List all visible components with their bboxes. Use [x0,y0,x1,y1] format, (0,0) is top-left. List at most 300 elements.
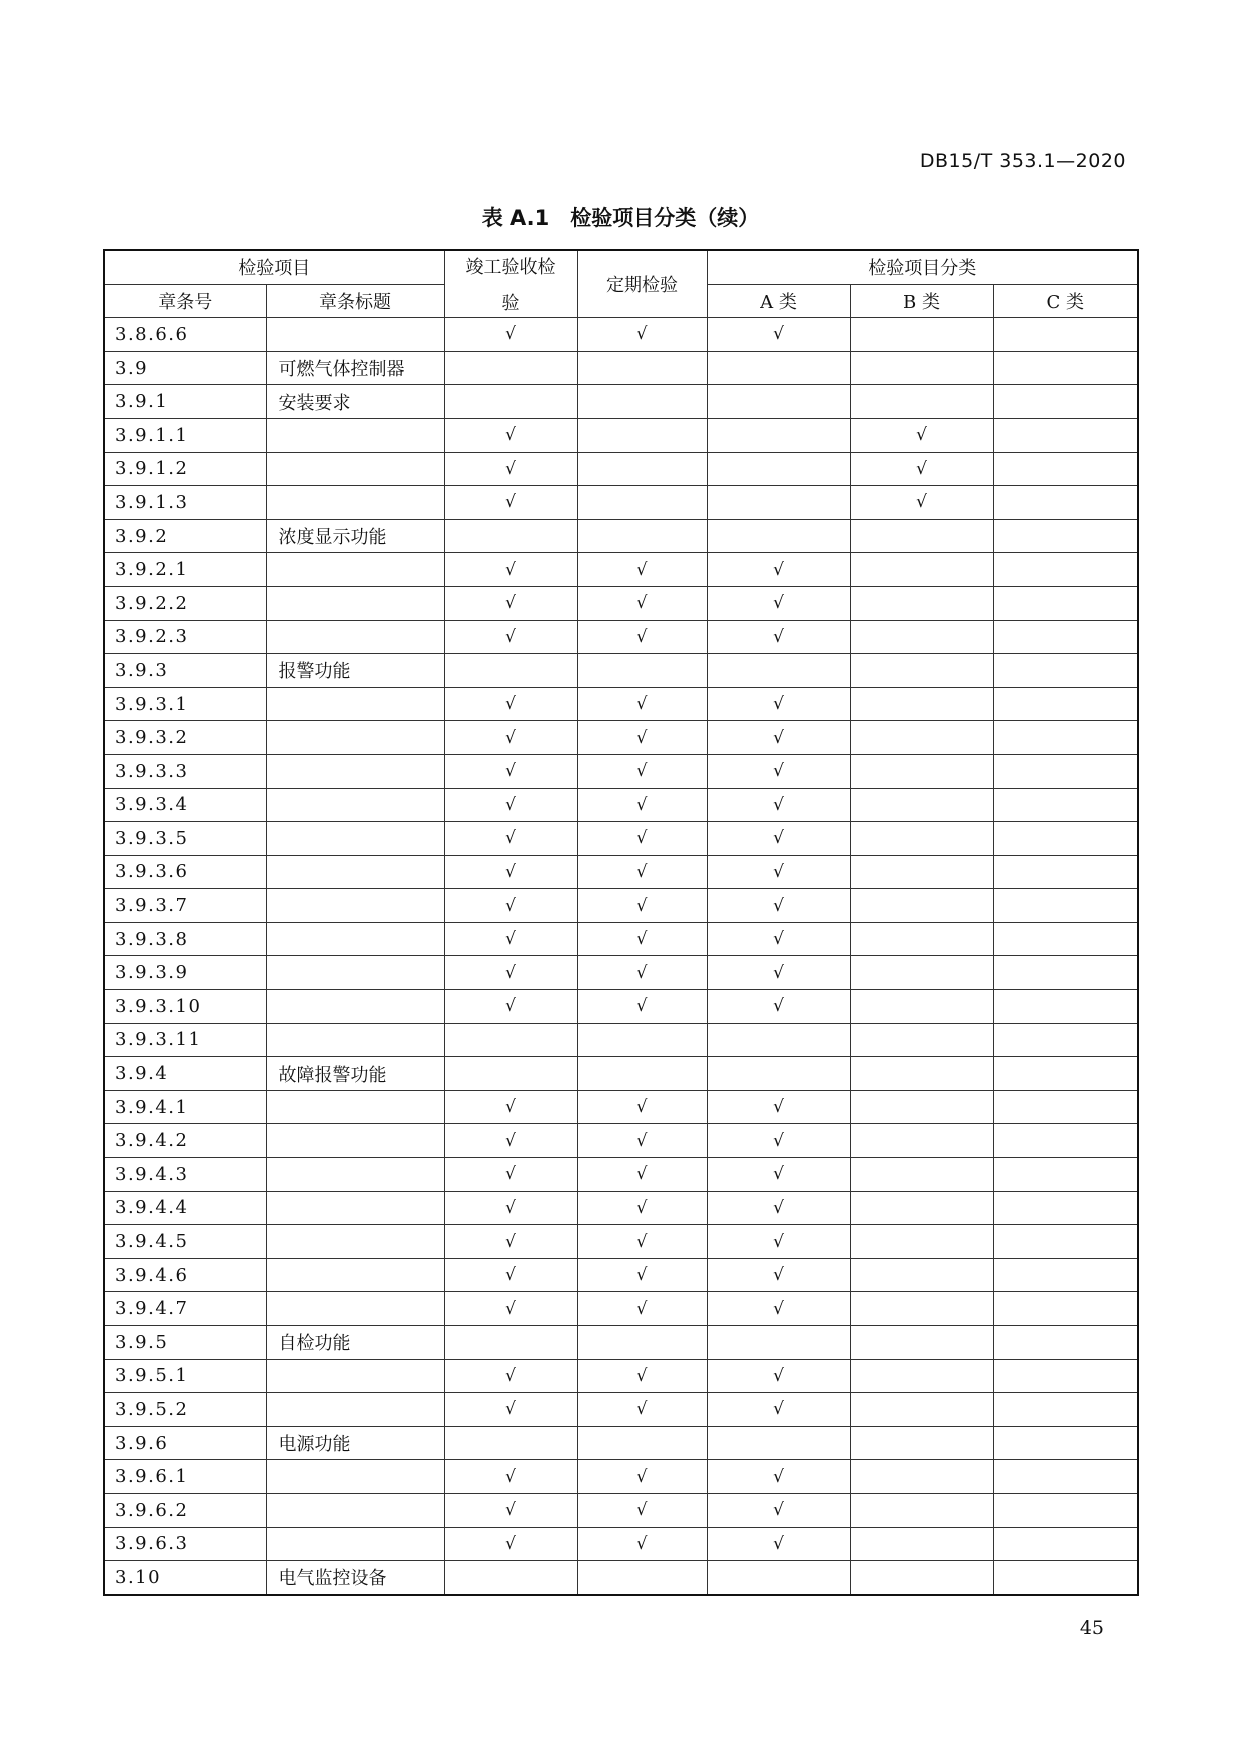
class-b-mark [850,788,993,822]
table-caption: 表 A.1 检验项目分类（续） [481,206,760,230]
class-a-mark: √ [707,1493,850,1527]
section-number: 3.9.1.1 [104,418,266,452]
class-a-mark: √ [707,990,850,1024]
section-title [266,452,444,486]
completion-mark [444,1023,577,1057]
completion-mark: √ [444,1258,577,1292]
class-c-mark [993,788,1138,822]
class-b-mark [850,1023,993,1057]
section-number: 3.9.3.5 [104,822,266,856]
section-number: 3.9.4 [104,1057,266,1091]
section-number: 3.9.3.4 [104,788,266,822]
section-title: 故障报警功能 [266,1057,444,1091]
section-number: 3.9.3.7 [104,889,266,923]
class-b-mark [850,351,993,385]
class-c-mark [993,1225,1138,1259]
class-b-mark [850,822,993,856]
class-c-mark [993,1023,1138,1057]
section-number: 3.9.1 [104,385,266,419]
class-c-mark [993,553,1138,587]
class-c-mark [993,1359,1138,1393]
completion-mark: √ [444,1527,577,1561]
class-a-mark: √ [707,1124,850,1158]
class-c-mark [993,1158,1138,1192]
table-row [104,1527,1138,1561]
class-b-mark [850,1191,993,1225]
periodic-mark [577,486,707,520]
table-row [104,586,1138,620]
completion-mark: √ [444,1191,577,1225]
section-title [266,1460,444,1494]
class-a-mark [707,519,850,553]
section-number: 3.9.4.4 [104,1191,266,1225]
table-row [104,754,1138,788]
section-title [266,754,444,788]
completion-mark: √ [444,486,577,520]
class-b-mark [850,855,993,889]
completion-mark: √ [444,1124,577,1158]
table-row [104,1326,1138,1360]
class-c-mark [993,822,1138,856]
class-c-mark [993,990,1138,1024]
table-row [104,553,1138,587]
completion-mark: √ [444,620,577,654]
class-a-mark [707,1326,850,1360]
class-b-mark [850,1158,993,1192]
section-title [266,1191,444,1225]
class-c-mark [993,452,1138,486]
section-number: 3.9.6 [104,1426,266,1460]
class-b-mark [850,1527,993,1561]
class-a-mark: √ [707,1090,850,1124]
table-row [104,1090,1138,1124]
completion-mark: √ [444,855,577,889]
completion-mark: √ [444,956,577,990]
table-row [104,788,1138,822]
periodic-mark [577,1426,707,1460]
completion-mark: √ [444,687,577,721]
section-title [266,1493,444,1527]
completion-mark [444,351,577,385]
section-title [266,1225,444,1259]
section-title [266,956,444,990]
table-row [104,1023,1138,1057]
section-title [266,620,444,654]
section-title [266,1158,444,1192]
completion-mark: √ [444,1090,577,1124]
periodic-mark: √ [577,1124,707,1158]
inspection-category-table [103,249,1139,1596]
class-a-mark: √ [707,822,850,856]
section-title: 可燃气体控制器 [266,351,444,385]
table-row [104,1057,1138,1091]
completion-mark: √ [444,721,577,755]
class-c-mark [993,754,1138,788]
completion-mark: √ [444,318,577,352]
table-row [104,452,1138,486]
periodic-mark [577,452,707,486]
periodic-mark: √ [577,687,707,721]
periodic-mark: √ [577,586,707,620]
class-c-mark [993,586,1138,620]
table-row [104,1493,1138,1527]
table-row [104,956,1138,990]
class-b-mark [850,654,993,688]
table-row [104,654,1138,688]
section-title [266,418,444,452]
table-row [104,1460,1138,1494]
class-b-mark [850,1460,993,1494]
section-number: 3.9.3.2 [104,721,266,755]
class-c-mark [993,1460,1138,1494]
periodic-mark: √ [577,956,707,990]
periodic-mark: √ [577,1393,707,1427]
table-row [104,1393,1138,1427]
section-title: 自检功能 [266,1326,444,1360]
section-number: 3.9.5 [104,1326,266,1360]
periodic-mark: √ [577,822,707,856]
completion-mark: √ [444,822,577,856]
table-row [104,1426,1138,1460]
section-number: 3.9.3 [104,654,266,688]
section-number: 3.9.2.1 [104,553,266,587]
completion-mark: √ [444,1460,577,1494]
class-a-mark [707,418,850,452]
class-c-mark [993,1191,1138,1225]
section-title: 电气监控设备 [266,1561,444,1595]
header-section-title: 章条标题 [266,284,444,318]
completion-mark: √ [444,418,577,452]
periodic-mark: √ [577,1191,707,1225]
section-number: 3.9.4.3 [104,1158,266,1192]
class-c-mark [993,956,1138,990]
header-periodic-inspection: 定期检验 [577,250,707,318]
class-a-mark: √ [707,956,850,990]
periodic-mark [577,351,707,385]
section-number: 3.9.3.9 [104,956,266,990]
section-title [266,889,444,923]
class-b-mark [850,990,993,1024]
section-number: 3.9.2.3 [104,620,266,654]
class-a-mark: √ [707,1527,850,1561]
periodic-mark: √ [577,721,707,755]
section-title: 浓度显示功能 [266,519,444,553]
periodic-mark: √ [577,889,707,923]
section-number: 3.9.3.3 [104,754,266,788]
periodic-mark: √ [577,990,707,1024]
section-title [266,1292,444,1326]
section-number: 3.9.3.8 [104,922,266,956]
section-title: 安装要求 [266,385,444,419]
section-title [266,1393,444,1427]
class-a-mark [707,351,850,385]
completion-mark: √ [444,1292,577,1326]
class-b-mark [850,1426,993,1460]
periodic-mark: √ [577,922,707,956]
class-c-mark [993,1326,1138,1360]
section-title [266,1359,444,1393]
class-c-mark [993,620,1138,654]
class-c-mark [993,1258,1138,1292]
table-row [104,385,1138,419]
class-b-mark [850,1258,993,1292]
class-a-mark: √ [707,922,850,956]
table-row [104,822,1138,856]
periodic-mark [577,1057,707,1091]
class-c-mark [993,486,1138,520]
table-row [104,687,1138,721]
class-b-mark [850,1090,993,1124]
periodic-mark: √ [577,1493,707,1527]
table-row [104,418,1138,452]
class-b-mark [850,1057,993,1091]
class-a-mark [707,654,850,688]
table-row [104,922,1138,956]
section-title [266,1527,444,1561]
completion-mark [444,1057,577,1091]
section-title [266,586,444,620]
class-a-mark [707,1057,850,1091]
section-title [266,1124,444,1158]
class-a-mark [707,385,850,419]
class-c-mark [993,519,1138,553]
class-b-mark [850,519,993,553]
periodic-mark: √ [577,553,707,587]
section-number: 3.9.4.2 [104,1124,266,1158]
section-title: 报警功能 [266,654,444,688]
table-row [104,519,1138,553]
periodic-mark [577,385,707,419]
class-b-mark [850,754,993,788]
section-number: 3.8.6.6 [104,318,266,352]
section-number: 3.9.6.2 [104,1493,266,1527]
section-number: 3.9.3.11 [104,1023,266,1057]
completion-mark [444,1426,577,1460]
class-a-mark: √ [707,1460,850,1494]
completion-mark: √ [444,586,577,620]
completion-mark [444,654,577,688]
class-a-mark: √ [707,1225,850,1259]
table-row [104,1158,1138,1192]
document-code: DB15/T 353.1—2020 [919,150,1126,172]
class-c-mark [993,654,1138,688]
periodic-mark: √ [577,1258,707,1292]
class-b-mark: √ [850,418,993,452]
table-row [104,721,1138,755]
table-body [104,318,1138,1595]
completion-mark: √ [444,889,577,923]
class-a-mark: √ [707,754,850,788]
header-category: 检验项目分类 [707,250,1138,284]
section-title [266,687,444,721]
class-a-mark: √ [707,1258,850,1292]
class-b-mark [850,1561,993,1595]
class-b-mark [850,922,993,956]
section-number: 3.9.2.2 [104,586,266,620]
completion-mark: √ [444,1225,577,1259]
section-title [266,990,444,1024]
section-title [266,721,444,755]
section-number: 3.9.1.2 [104,452,266,486]
section-number: 3.9.4.1 [104,1090,266,1124]
header-section-no: 章条号 [104,284,266,318]
section-number: 3.9.5.1 [104,1359,266,1393]
completion-mark: √ [444,1493,577,1527]
completion-mark: √ [444,553,577,587]
section-number: 3.9.6.1 [104,1460,266,1494]
table-row [104,486,1138,520]
class-a-mark: √ [707,687,850,721]
class-c-mark [993,1393,1138,1427]
periodic-mark: √ [577,318,707,352]
completion-mark: √ [444,922,577,956]
periodic-mark: √ [577,1527,707,1561]
periodic-mark [577,1023,707,1057]
table-row [104,318,1138,352]
section-title [266,1258,444,1292]
periodic-mark: √ [577,1460,707,1494]
class-b-mark [850,553,993,587]
table-row [104,1359,1138,1393]
class-b-mark [850,889,993,923]
completion-mark: √ [444,788,577,822]
class-b-mark [850,721,993,755]
class-b-mark [850,1393,993,1427]
section-title [266,318,444,352]
class-b-mark [850,318,993,352]
completion-mark: √ [444,754,577,788]
section-number: 3.9.4.6 [104,1258,266,1292]
class-c-mark [993,855,1138,889]
page-number: 45 [1079,1617,1104,1639]
class-a-mark: √ [707,1359,850,1393]
class-c-mark [993,1090,1138,1124]
periodic-mark [577,1326,707,1360]
class-b-mark [850,687,993,721]
completion-mark: √ [444,1359,577,1393]
header-inspection-item: 检验项目 [104,250,444,284]
periodic-mark [577,418,707,452]
class-a-mark: √ [707,788,850,822]
completion-mark [444,1326,577,1360]
class-a-mark [707,452,850,486]
class-a-mark [707,1561,850,1595]
header-completion-acceptance [444,250,577,318]
table-row [104,1225,1138,1259]
completion-mark: √ [444,452,577,486]
section-title [266,553,444,587]
class-b-mark [850,1292,993,1326]
section-title [266,486,444,520]
class-c-mark [993,351,1138,385]
class-a-mark: √ [707,1191,850,1225]
table-row [104,990,1138,1024]
class-b-mark [850,1493,993,1527]
table-row [104,1292,1138,1326]
class-b-mark [850,956,993,990]
periodic-mark: √ [577,855,707,889]
section-number: 3.9.3.10 [104,990,266,1024]
periodic-mark [577,519,707,553]
class-c-mark [993,385,1138,419]
section-number: 3.10 [104,1561,266,1595]
section-title [266,822,444,856]
completion-mark: √ [444,1393,577,1427]
table-row [104,1124,1138,1158]
header-class-b: B 类 [850,284,993,318]
periodic-mark: √ [577,1292,707,1326]
class-c-mark [993,1057,1138,1091]
section-number: 3.9.1.3 [104,486,266,520]
class-c-mark [993,418,1138,452]
periodic-mark: √ [577,1158,707,1192]
class-b-mark [850,1225,993,1259]
class-b-mark: √ [850,486,993,520]
class-c-mark [993,1493,1138,1527]
class-c-mark [993,1561,1138,1595]
periodic-mark [577,1561,707,1595]
header-completion-line2: 验 [501,293,520,315]
table-row [104,1561,1138,1595]
class-a-mark: √ [707,586,850,620]
class-b-mark [850,586,993,620]
class-a-mark [707,1023,850,1057]
class-c-mark [993,922,1138,956]
completion-mark [444,385,577,419]
class-c-mark [993,889,1138,923]
class-b-mark [850,620,993,654]
class-b-mark [850,1359,993,1393]
section-number: 3.9.4.5 [104,1225,266,1259]
section-title [266,788,444,822]
section-number: 3.9.6.3 [104,1527,266,1561]
class-a-mark [707,1426,850,1460]
class-c-mark [993,1527,1138,1561]
section-title [266,1023,444,1057]
periodic-mark: √ [577,1359,707,1393]
class-a-mark: √ [707,620,850,654]
table-row [104,620,1138,654]
section-number: 3.9.3.6 [104,855,266,889]
periodic-mark: √ [577,620,707,654]
class-a-mark: √ [707,1393,850,1427]
periodic-mark [577,654,707,688]
table-row [104,1258,1138,1292]
completion-mark [444,1561,577,1595]
class-a-mark: √ [707,855,850,889]
class-c-mark [993,1426,1138,1460]
completion-mark: √ [444,990,577,1024]
table-row [104,351,1138,385]
class-c-mark [993,721,1138,755]
class-a-mark: √ [707,318,850,352]
class-a-mark: √ [707,889,850,923]
table-row [104,855,1138,889]
section-number: 3.9.2 [104,519,266,553]
class-a-mark: √ [707,721,850,755]
periodic-mark: √ [577,788,707,822]
class-c-mark [993,1124,1138,1158]
section-title [266,855,444,889]
completion-mark: √ [444,1158,577,1192]
class-a-mark: √ [707,553,850,587]
table-row [104,1191,1138,1225]
header-completion-line1: 竣工验收检 [465,257,556,279]
class-b-mark: √ [850,452,993,486]
section-title [266,1090,444,1124]
class-c-mark [993,687,1138,721]
section-title: 电源功能 [266,1426,444,1460]
